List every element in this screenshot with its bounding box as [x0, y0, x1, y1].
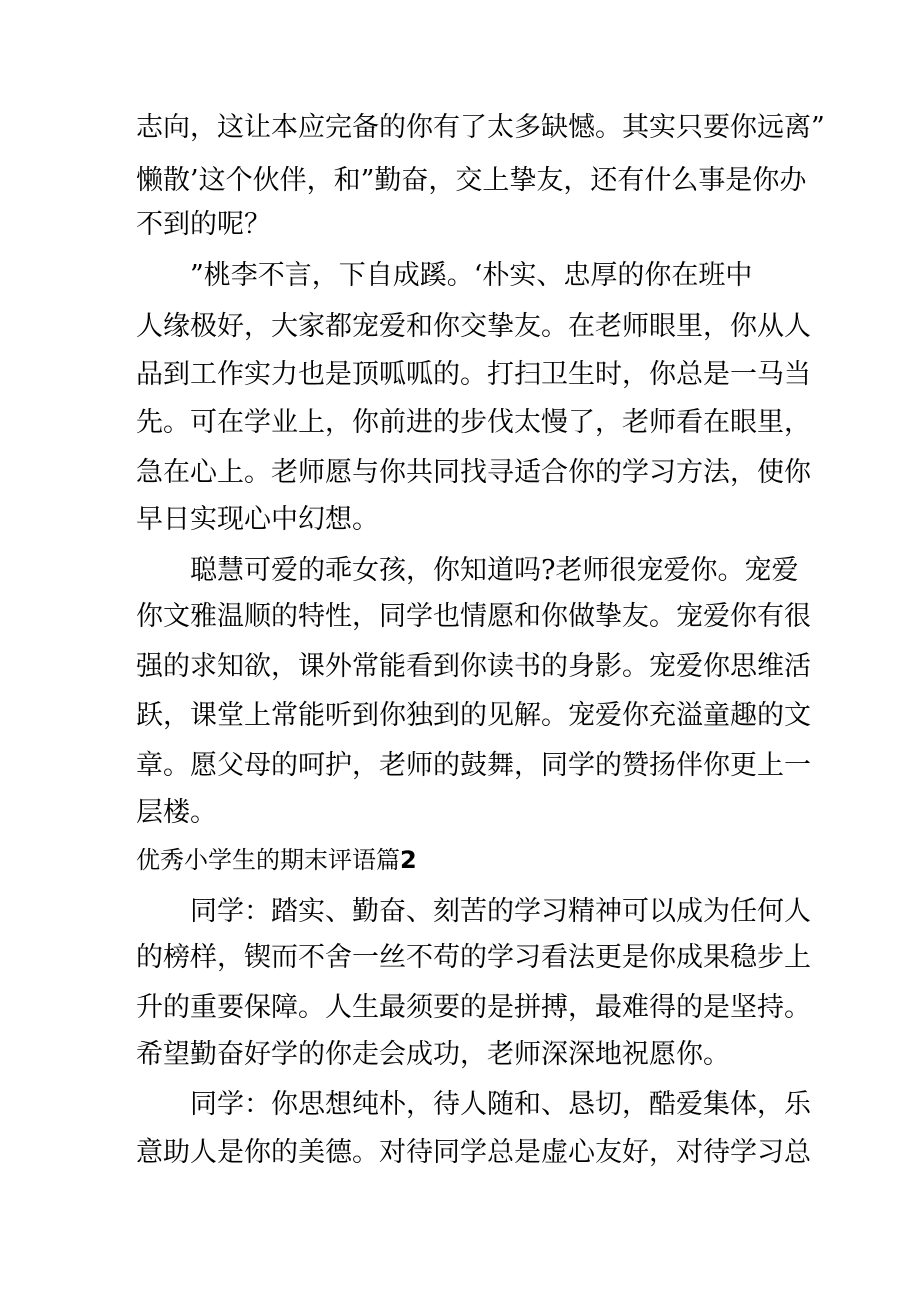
paragraph-line: 希望勤奋好学的你走会成功，老师深深地祝愿你。	[136, 1039, 730, 1070]
paragraph-line: 同学：踏实、勤奋、刻苦的学习精神可以成为任何人	[190, 896, 811, 927]
paragraph-line: 懒散’这个伙伴，和”勤奋，交上挚友，还有什么事是你办	[136, 165, 807, 196]
paragraph-line: 强的求知欲，课外常能看到你读书的身影。宠爱你思维活	[136, 651, 811, 682]
paragraph-line: 人缘极好，大家都宠爱和你交挚友。在老师眼里，你从人	[136, 311, 811, 342]
paragraph-line: 不到的呢？	[136, 209, 271, 240]
paragraph-line: 急在心上。老师愿与你共同找寻适合你的学习方法，使你	[136, 457, 811, 488]
section-heading	[136, 848, 417, 872]
paragraph-line: 跃，课堂上常能听到你独到的见解。宠爱你充溢童趣的文	[136, 700, 811, 731]
paragraph-line: 志向，这让本应完备的你有了太多缺憾。其实只要你远离”	[136, 112, 825, 143]
paragraph-line: ”桃李不言，下自成蹊。‘朴实、忠厚的你在班中	[190, 260, 753, 291]
paragraph-line: 的榜样，锲而不舍一丝不苟的学习看法更是你成果稳步上	[136, 942, 811, 973]
paragraph-line: 同学：你思想纯朴，待人随和、恳切，酷爱集体，乐	[190, 1089, 811, 1120]
section-heading-number: 2	[400, 846, 417, 874]
paragraph-line: 早日实现心中幻想。	[136, 504, 379, 535]
paragraph-line: 聪慧可爱的乖女孩，你知道吗?老师很宠爱你。宠爱	[190, 555, 799, 586]
paragraph-line: 升的重要保障。人生最须要的是拼搏，最难得的是坚持。	[136, 992, 811, 1023]
paragraph-line: 你文雅温顺的特性，同学也情愿和你做挚友。宠爱你有很	[136, 601, 811, 632]
paragraph-line: 层楼。	[136, 797, 217, 828]
paragraph-line: 先。可在学业上，你前进的步伐太慢了，老师看在眼里，	[136, 407, 811, 438]
paragraph-line: 章。愿父母的呵护，老师的鼓舞，同学的赞扬伴你更上一	[136, 750, 811, 781]
paragraph-line: 品到工作实力也是顶呱呱的。打扫卫生时，你总是一马当	[136, 359, 811, 390]
section-heading-text: 优秀小学生的期末评语篇	[136, 846, 400, 874]
paragraph-line: 意助人是你的美德。对待同学总是虚心友好，对待学习总	[136, 1137, 811, 1168]
